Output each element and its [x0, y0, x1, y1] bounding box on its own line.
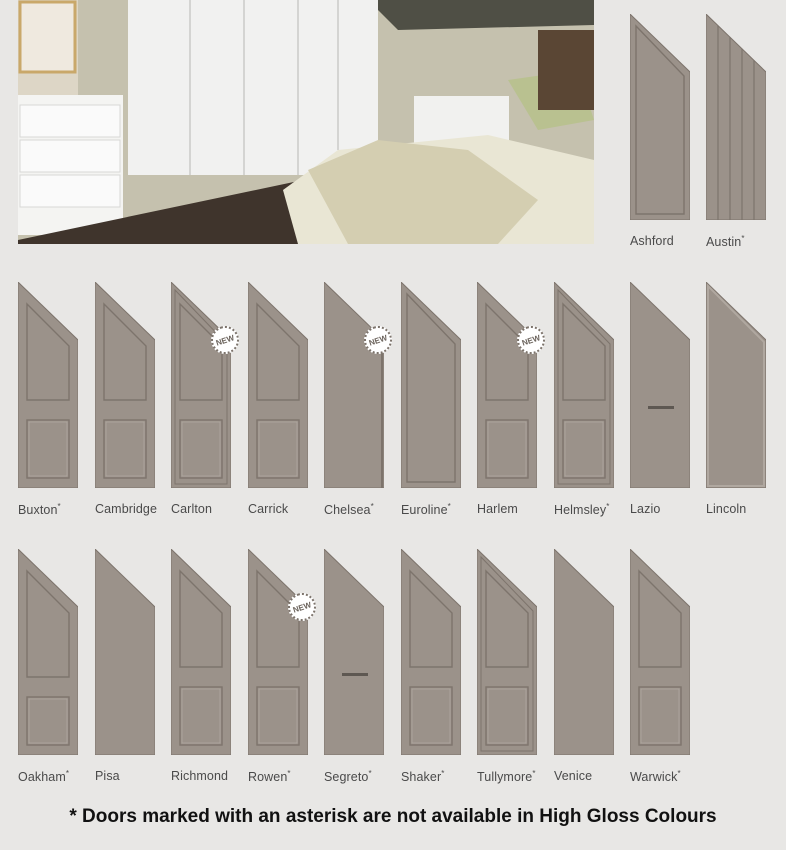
door-panel-lower — [180, 420, 222, 478]
door-austin — [706, 14, 768, 250]
handle-icon — [648, 406, 674, 409]
door-label: Shaker* — [401, 769, 445, 785]
door-panel-lower — [257, 420, 299, 478]
door-body — [630, 282, 690, 488]
door-shape — [401, 549, 461, 755]
door-richmond — [171, 549, 233, 783]
asterisk-mark: * — [441, 769, 445, 778]
door-cambridge — [95, 282, 158, 516]
door-shape — [706, 282, 766, 488]
door-panel-lower — [410, 687, 452, 745]
door-label: Cambridge — [95, 502, 158, 516]
handle-icon — [342, 673, 368, 676]
door-label: Lazio — [630, 502, 661, 516]
door-label: Pisa — [95, 769, 120, 783]
asterisk-mark: * — [57, 502, 61, 511]
door-tullymore — [477, 549, 539, 785]
door-panel-lower — [180, 687, 222, 745]
door-shape — [706, 14, 766, 220]
bedroom-photo — [18, 0, 594, 244]
door-label: Tullymore* — [477, 769, 536, 785]
door-panel-lower — [563, 420, 605, 478]
door-segreto — [324, 549, 386, 785]
door-oakham — [18, 549, 80, 785]
door-label: Richmond — [171, 769, 229, 783]
door-pisa — [95, 549, 157, 783]
door-label: Venice — [554, 769, 593, 783]
new-badge: NEW — [207, 322, 242, 357]
door-shape — [477, 282, 537, 488]
door-panel-lower — [486, 420, 528, 478]
door-shape — [18, 282, 78, 488]
door-lincoln — [706, 282, 768, 516]
asterisk-mark: * — [287, 769, 291, 778]
door-shape — [324, 549, 384, 755]
door-label: Lincoln — [706, 502, 747, 516]
door-panel-lower — [639, 687, 681, 745]
door-shape — [401, 282, 461, 488]
new-badge: NEW — [360, 322, 395, 357]
door-panel — [636, 26, 684, 214]
door-shape — [554, 282, 614, 488]
door-shape — [324, 282, 384, 488]
door-label: Ashford — [630, 234, 674, 248]
door-shape — [630, 549, 690, 755]
door-shape — [171, 549, 231, 755]
door-venice — [554, 549, 616, 783]
door-harlem — [477, 282, 542, 516]
door-carlton — [171, 282, 236, 516]
door-rowen — [248, 549, 313, 785]
door-shaker — [401, 549, 463, 785]
bedroom-photo-illustration — [18, 0, 594, 244]
asterisk-mark: * — [370, 502, 374, 511]
door-label: Carrick — [248, 502, 289, 516]
door-shape — [171, 282, 231, 488]
door-label: Harlem — [477, 502, 518, 516]
door-label: Oakham* — [18, 769, 70, 785]
door-panel-lower — [27, 420, 69, 478]
door-panel-lower — [486, 687, 528, 745]
door-buxton — [18, 282, 80, 518]
new-badge: NEW — [284, 589, 319, 624]
door-body — [706, 14, 766, 220]
asterisk-mark: * — [677, 769, 681, 778]
door-chelsea — [324, 282, 389, 518]
door-panel-lower — [27, 697, 69, 745]
door-body — [95, 549, 155, 755]
door-label: Warwick* — [630, 769, 681, 785]
door-shape — [248, 549, 308, 755]
door-label: Rowen* — [248, 769, 291, 785]
door-shape — [95, 549, 155, 755]
door-warwick — [630, 549, 692, 785]
door-panel-lower — [257, 687, 299, 745]
door-label: Euroline* — [401, 502, 451, 518]
door-helmsley — [554, 282, 616, 518]
asterisk-mark: * — [606, 502, 610, 511]
door-lazio — [630, 282, 692, 516]
door-label: Segreto* — [324, 769, 372, 785]
new-badge: NEW — [513, 322, 548, 357]
door-label: Chelsea* — [324, 502, 374, 518]
asterisk-mark: * — [447, 502, 451, 511]
door-panel — [407, 294, 455, 482]
asterisk-mark: * — [532, 769, 536, 778]
door-body — [554, 549, 614, 755]
asterisk-mark: * — [65, 769, 70, 778]
door-label: Buxton* — [18, 502, 61, 518]
door-body — [324, 549, 384, 755]
asterisk-mark: * — [368, 769, 372, 778]
door-euroline — [401, 282, 463, 518]
footnote: * Doors marked with an asterisk are not available in High Gloss Colours — [69, 806, 717, 827]
door-shape — [18, 549, 78, 755]
door-label: Carlton — [171, 502, 212, 516]
door-label: Helmsley* — [554, 502, 610, 518]
door-panel-lower — [104, 420, 146, 478]
door-carrick — [248, 282, 310, 516]
door-body — [324, 282, 384, 488]
door-label: Austin* — [706, 234, 745, 250]
asterisk-mark: * — [741, 234, 745, 243]
door-shape — [248, 282, 308, 488]
door-shape — [477, 549, 537, 755]
door-ashford — [630, 14, 692, 248]
door-shape — [95, 282, 155, 488]
door-shape — [630, 14, 690, 220]
door-shape — [630, 282, 690, 488]
door-shape — [554, 549, 614, 755]
